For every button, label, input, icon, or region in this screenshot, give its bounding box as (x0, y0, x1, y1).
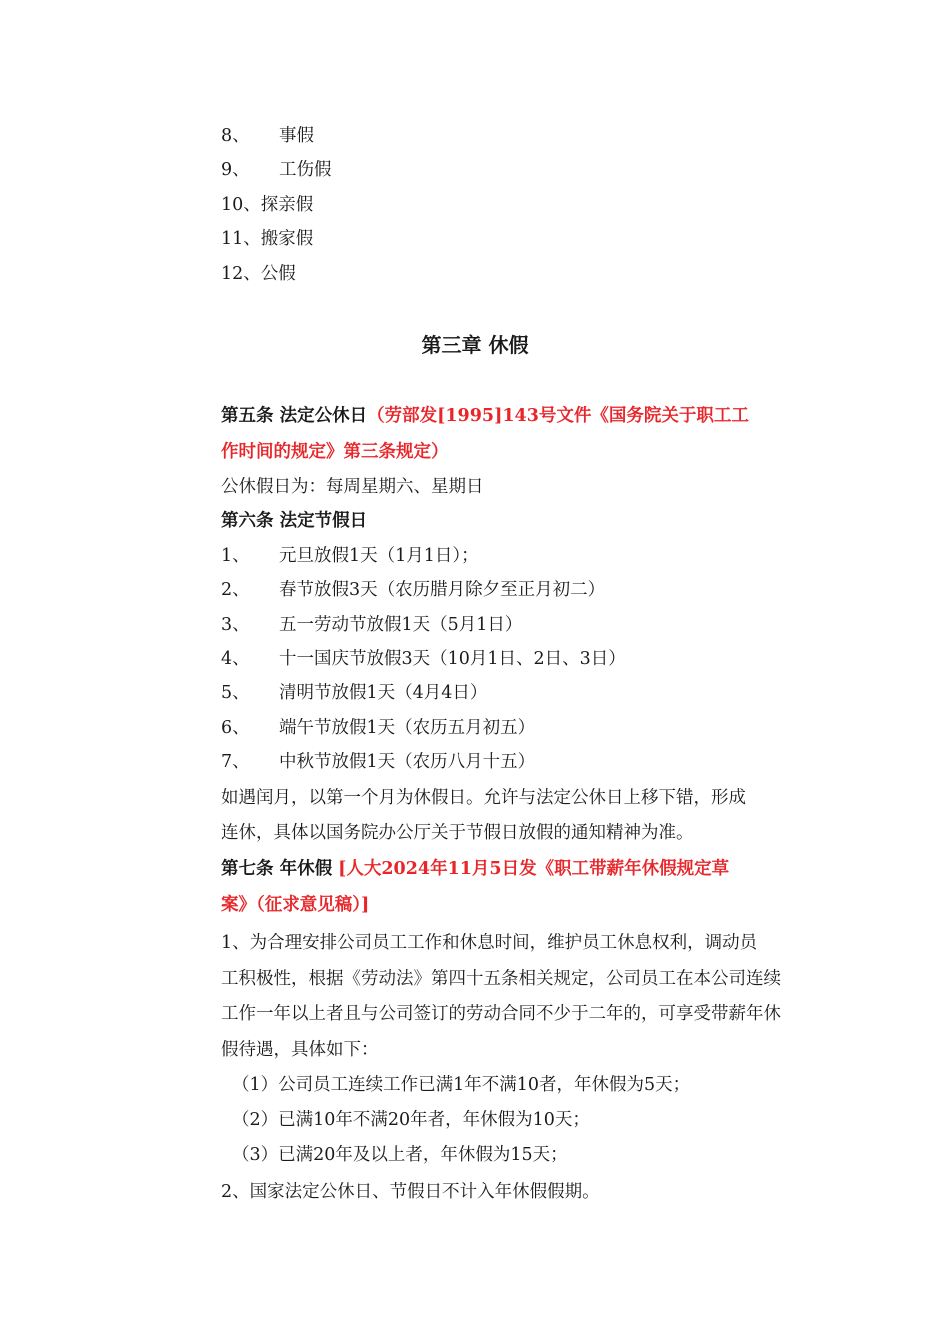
list-item-number: 12、 (221, 264, 261, 284)
holiday-item (221, 539, 479, 573)
list-item-number: 9、 (221, 160, 250, 180)
article7-p1-line1: 1、为合理安排公司员工工作和休息时间，维护员工休息权利，调动员 (221, 933, 758, 953)
article7-source-line1: [人大2024年11月5日发《职工带薪年休假规定草 (338, 859, 730, 879)
article7-p2: 2、国家法定公休日、节假日不计入年休假假期。 (221, 1182, 600, 1202)
holiday-item (221, 573, 605, 607)
list-item-label: 公假 (260, 264, 296, 284)
list-item-label: 事假 (279, 126, 314, 146)
holiday-item-text: 中秋节放假1天（农历八月十五） (279, 752, 536, 772)
article5-source-line1: （劳部发[1995]143号文件《国务院关于职工工 (367, 406, 749, 426)
article6-note-line2: 连休，具体以国务院办公厅关于节假日放假的通知精神为准。 (221, 823, 694, 843)
chapter-title: 第三章 休假 (421, 333, 529, 357)
article5-heading: 第五条 法定公休日 (221, 406, 368, 426)
article7-source-line2-row (221, 888, 369, 922)
list-item (221, 119, 314, 153)
list-item-label: 工伤假 (279, 160, 332, 180)
holiday-item (221, 676, 487, 710)
holiday-item-number: 4、 (221, 649, 250, 669)
holiday-item-text: 清明节放假1天（4月4日） (279, 683, 488, 703)
holiday-item-number: 3、 (221, 615, 250, 635)
holiday-item (221, 608, 522, 642)
list-item-label: 探亲假 (260, 195, 314, 215)
holiday-item-number: 5、 (221, 683, 250, 703)
annual-leave-item: （3）已满20年及以上者，年休假为15天； (232, 1145, 568, 1165)
article7-p1-line2: 工积极性，根据《劳动法》第四十五条相关规定，公司员工在本公司连续 (221, 969, 781, 989)
list-item (221, 188, 313, 222)
list-item (221, 153, 332, 187)
article7-source-line2: 案》（征求意见稿）] (221, 895, 370, 915)
holiday-item-text: 十一国庆节放假3天（10月1日、2日、3日） (279, 649, 626, 669)
holiday-item (221, 745, 535, 779)
article7-p1-line4: 假待遇，具体如下： (221, 1040, 379, 1060)
holiday-item-number: 7、 (221, 752, 250, 772)
holiday-item-number: 2、 (221, 580, 250, 600)
list-item-number: 8、 (221, 126, 250, 146)
list-item-number: 11、 (221, 229, 261, 249)
article5-source-line2-row (221, 435, 449, 469)
article5-heading-line (221, 399, 749, 433)
list-item-label: 搬家假 (260, 229, 314, 249)
holiday-item-number: 6、 (221, 718, 250, 738)
article7-heading-line (221, 852, 729, 886)
article7-p1-line3: 工作一年以上者且与公司签订的劳动合同不少于二年的，可享受带薪年休 (221, 1004, 781, 1024)
holiday-item-number: 1、 (221, 546, 250, 566)
holiday-item-text: 端午节放假1天（农历五月初五） (279, 718, 536, 738)
annual-leave-item: （2）已满10年不满20年者，年休假为10天； (232, 1110, 590, 1130)
holiday-item (221, 711, 535, 745)
list-item (221, 257, 296, 291)
list-item (221, 222, 313, 256)
holiday-item-text: 春节放假3天（农历腊月除夕至正月初二） (279, 580, 606, 600)
holiday-item (221, 642, 626, 676)
article7-heading: 第七条 年休假 (221, 859, 333, 879)
article6-note-line1: 如遇闰月，以第一个月为休假日。允许与法定公休日上移下错，形成 (221, 788, 746, 808)
holiday-item-text: 元旦放假1天（1月1日）； (279, 546, 479, 566)
list-item-number: 10、 (221, 195, 261, 215)
holiday-item-text: 五一劳动节放假1天（5月1日） (279, 615, 523, 635)
article6-heading: 第六条 法定节假日 (221, 511, 368, 531)
article5-source-line2: 作时间的规定》第三条规定） (221, 442, 449, 462)
article5-body: 公休假日为：每周星期六、星期日 (221, 477, 484, 497)
annual-leave-item: （1）公司员工连续工作已满1年不满10者，年休假为5天； (232, 1075, 691, 1095)
